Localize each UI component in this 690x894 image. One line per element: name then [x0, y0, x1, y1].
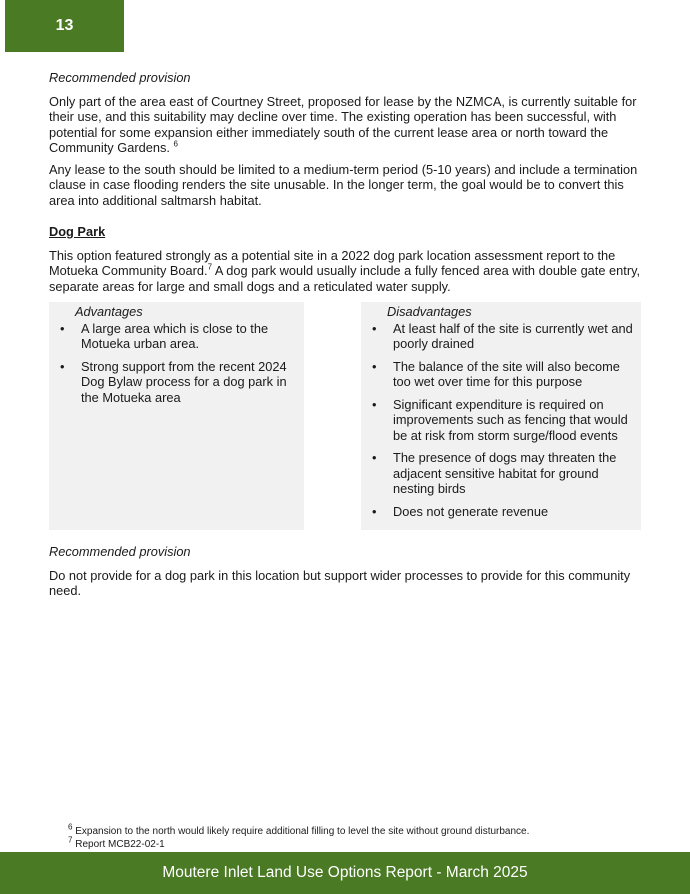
dog-park-heading: Dog Park	[49, 224, 106, 239]
recommendation-text: Do not provide for a dog park in this location but support wider processes to provide for this community need.	[49, 567, 631, 598]
recommended-provision-heading: Recommended provision	[49, 70, 191, 85]
recommended-provision-heading: Recommended provision	[49, 544, 191, 559]
dog-park-intro: This option featured strongly as a potential site in a 2022 dog park location assessment report to the Motueka Community Board.$^7$ A dog park would usually include a fully fenced area with double gate entry, separate areas for large and small dogs and a reticulated water supply.	[49, 247, 641, 294]
disadvantage-item: • The balance of the site will also become too wet over time for this purpose	[369, 359, 633, 390]
footer-bar	[0, 852, 690, 894]
paragraph: Only part of the area east of Courtney Street, proposed for lease by the NZMCA, is currently suitable for their use, and this suitability may decline over time. The existing operation has been successful, with potential for some expansion either immediately south of the current lease area or north toward the Community Gardens. $^6$	[49, 93, 637, 155]
main-content	[49, 70, 641, 605]
advantage-item: • A large area which is close to the Motueka urban area.	[57, 321, 296, 352]
disadvantage-item: • Does not generate revenue	[369, 504, 633, 520]
footer-title: Moutere Inlet Land Use Options Report - March 2025	[162, 864, 528, 881]
disadvantages-panel	[361, 302, 641, 530]
disadvantage-item: • The presence of dogs may threaten the adjacent sensitive habitat for ground nesting birds	[369, 450, 633, 497]
footnote-ref: 6	[173, 139, 178, 149]
footnote: $^7$ Report MCB22-02-1	[68, 835, 165, 850]
footnote-ref: 7	[207, 262, 213, 272]
footnotes	[68, 822, 530, 851]
disadvantage-item: • At least half of the site is currently wet and poorly drained	[369, 321, 633, 352]
pros-cons-table	[49, 302, 641, 530]
page-number: 13	[55, 17, 74, 34]
advantage-item: • Strong support from the recent 2024 Dog Bylaw process for a dog park in the Motueka area	[57, 359, 296, 406]
disadvantage-item: • Significant expenditure is required on improvements such as fencing that would be at risk from storm surge/flood events	[369, 397, 633, 444]
disadvantages-title: Disadvantages	[387, 304, 472, 319]
advantages-panel	[49, 302, 304, 530]
page-number-badge	[5, 0, 124, 52]
footnote: $^6$ Expansion to the north would likely require additional filling to level the site without ground disturbance.	[68, 822, 530, 837]
advantages-title: Advantages	[75, 304, 143, 319]
paragraph: Any lease to the south should be limited to a medium-term period (5-10 years) and include a termination clause in case flooding renders the site unusable. In the longer term, the goal would be to convert this area into additional saltmarsh habitat.	[49, 161, 638, 208]
